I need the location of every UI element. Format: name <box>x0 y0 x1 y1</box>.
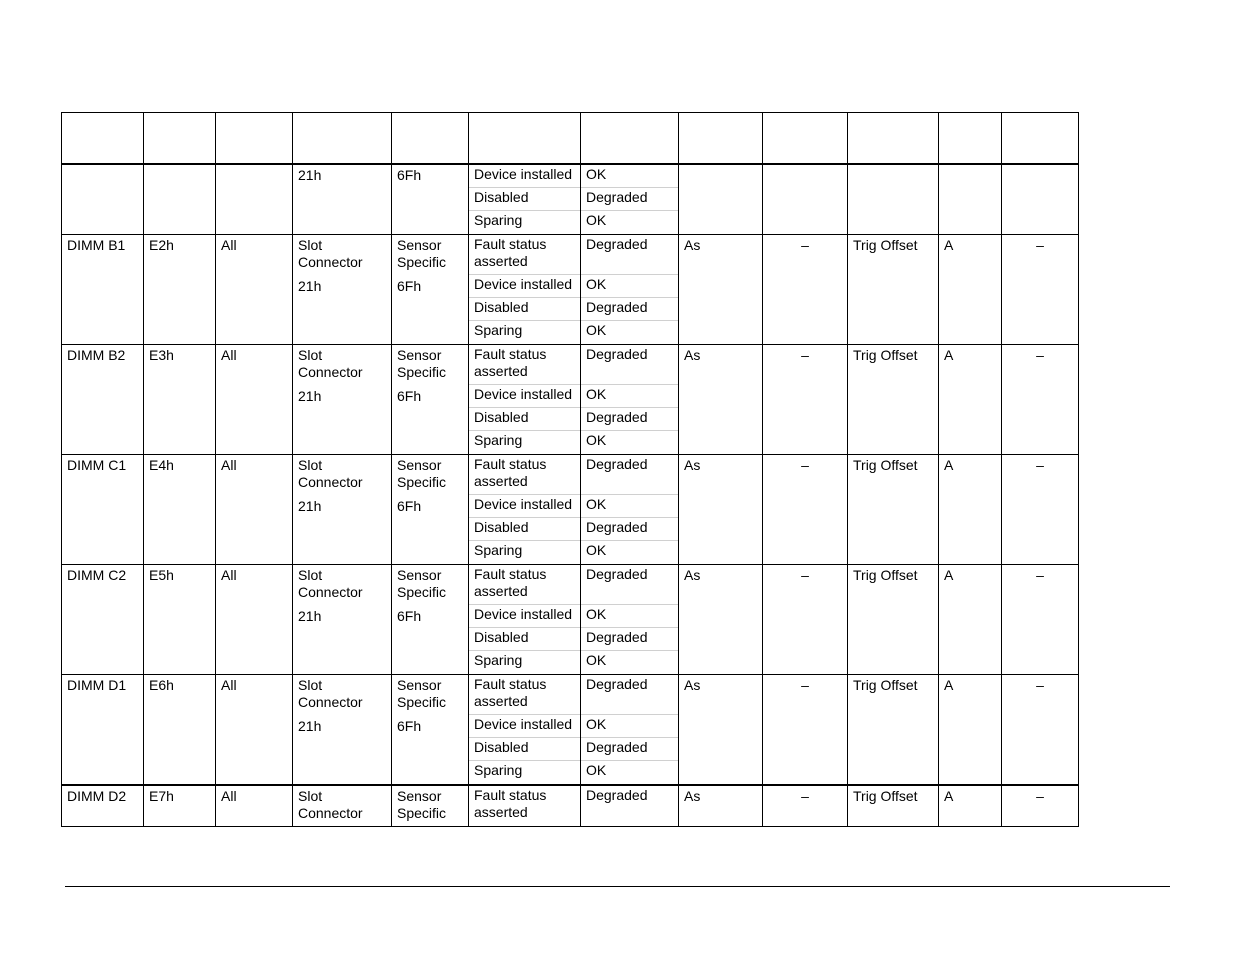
rearm-cell-content <box>679 455 762 474</box>
event-reading-type: Sensor Specific <box>397 347 447 380</box>
event-offset: Fault status asserted <box>469 455 580 495</box>
table-row <box>62 235 1079 345</box>
sensor-status: Degraded <box>581 518 678 541</box>
sensor-status: Degraded <box>581 345 678 385</box>
event-offset: Sparing <box>474 652 523 668</box>
event-reading-type-cell <box>392 785 469 827</box>
sensor-type: Slot Connector <box>298 567 363 600</box>
event-offset-cell <box>469 455 581 565</box>
sensor-status: OK <box>586 652 607 668</box>
platform-cell-content <box>216 675 292 694</box>
empty-cell <box>62 164 144 235</box>
event-reading-type-cell <box>392 675 469 786</box>
footer-rule <box>65 886 1170 887</box>
sensor-status: Degraded <box>586 787 648 803</box>
last-cell <box>1002 785 1079 827</box>
platform-cell-content <box>216 455 292 474</box>
sensor-name-cell <box>62 345 144 455</box>
sensor-number-cell <box>144 455 216 565</box>
sensor-table <box>61 112 1079 827</box>
status-cell <box>581 164 679 235</box>
platform-cell <box>216 345 293 455</box>
standby-cell-content <box>763 675 847 694</box>
event-offset: Disabled <box>469 738 580 761</box>
sensor-number-cell <box>144 565 216 675</box>
rearm: As <box>684 457 701 473</box>
sensor-type: Slot Connector <box>298 457 363 490</box>
event-offset-cell <box>469 235 581 345</box>
readable-value-cell <box>848 235 939 345</box>
platform-cell-content <box>216 786 292 805</box>
platform-cell <box>216 565 293 675</box>
rearm-cell-content <box>679 675 762 694</box>
sensor-number: E2h <box>149 237 174 253</box>
last-cell <box>1002 345 1079 455</box>
standby: – <box>801 788 809 804</box>
event-offset: Disabled <box>469 188 580 211</box>
rearm: As <box>684 347 701 363</box>
event-data-cell <box>939 235 1002 345</box>
header-cell <box>293 113 392 165</box>
header-cell <box>392 113 469 165</box>
sensor-name-cell-content <box>62 675 143 694</box>
sensor-number: E3h <box>149 347 174 363</box>
event-data-cell-content <box>939 565 1001 584</box>
standby-cell <box>763 455 848 565</box>
header-cell <box>469 113 581 165</box>
event-offset-cell <box>469 164 581 235</box>
sensor-type-content <box>293 165 391 184</box>
sensor-number-cell-content <box>144 455 215 474</box>
table-row <box>62 455 1079 565</box>
event-offset: Sparing <box>474 212 523 228</box>
sensor-number-cell <box>144 235 216 345</box>
standby-cell-content <box>763 786 847 805</box>
last-cell-content <box>1002 345 1078 364</box>
table-row <box>62 164 1079 235</box>
empty-cell <box>763 164 848 235</box>
sensor-name-cell <box>62 235 144 345</box>
event-data-cell <box>939 565 1002 675</box>
standby-cell <box>763 675 848 786</box>
event-reading-code: 6Fh <box>397 498 422 514</box>
sensor-number-cell <box>144 785 216 827</box>
readable-value: Trig Offset <box>853 237 918 253</box>
event-offset: Device installed <box>469 165 580 188</box>
readable-value-cell <box>848 565 939 675</box>
event-reading-content <box>392 675 468 735</box>
empty-cell <box>1002 164 1079 235</box>
event-reading-type: Sensor Specific <box>397 237 447 270</box>
status-cell <box>581 565 679 675</box>
event-offset-cell <box>469 675 581 786</box>
sensor-status: OK <box>586 542 607 558</box>
event-offset: Disabled <box>469 298 580 321</box>
header-cell <box>763 113 848 165</box>
header-cell <box>62 113 144 165</box>
sensor-status: Degraded <box>581 455 678 495</box>
rearm-cell <box>679 345 763 455</box>
event-offset: Disabled <box>469 518 580 541</box>
readable-value: Trig Offset <box>853 788 918 804</box>
sensor-number-cell-content <box>144 675 215 694</box>
event-reading-code: 6Fh <box>397 167 422 183</box>
event-data: A <box>944 457 954 473</box>
last-cell <box>1002 235 1079 345</box>
event-data: A <box>944 567 954 583</box>
event-reading-type: Sensor Specific <box>397 788 447 821</box>
readable-value-cell-content <box>848 455 938 474</box>
sensor-type-cell <box>293 455 392 565</box>
event-reading-content <box>392 165 468 184</box>
event-offset: Sparing <box>474 322 523 338</box>
rearm-cell-content <box>679 235 762 254</box>
sensor-type-cell <box>293 675 392 786</box>
platform-cell-content <box>216 345 292 364</box>
event-reading-type-cell <box>392 455 469 565</box>
header-cell <box>679 113 763 165</box>
rearm-cell <box>679 565 763 675</box>
event-reading-type-cell <box>392 345 469 455</box>
status-cell <box>581 345 679 455</box>
sensor-status: Degraded <box>581 408 678 431</box>
sensor-type: Slot Connector <box>298 677 363 710</box>
sensor-type-cell <box>293 565 392 675</box>
standby-cell <box>763 345 848 455</box>
platform-cell-content <box>216 565 292 584</box>
readable-value-cell-content <box>848 786 938 805</box>
last-cell <box>1002 455 1079 565</box>
header-cell <box>1002 113 1079 165</box>
last-value: – <box>1036 567 1044 583</box>
table-row <box>62 785 1079 827</box>
sensor-status: OK <box>581 495 678 518</box>
event-reading-type: Sensor Specific <box>397 457 447 490</box>
sensor-number-cell <box>144 345 216 455</box>
standby: – <box>801 347 809 363</box>
event-reading-type-cell <box>392 235 469 345</box>
last-cell-content <box>1002 565 1078 584</box>
readable-value: Trig Offset <box>853 347 918 363</box>
header-row <box>62 113 1079 165</box>
readable-value: Trig Offset <box>853 457 918 473</box>
event-data-cell-content <box>939 345 1001 364</box>
table-row <box>62 675 1079 786</box>
sensor-name-cell <box>62 675 144 786</box>
standby-cell-content <box>763 235 847 254</box>
rearm-cell-content <box>679 565 762 584</box>
standby-cell <box>763 565 848 675</box>
sensor-status: Degraded <box>581 675 678 715</box>
readable-value-cell-content <box>848 565 938 584</box>
readable-value-cell <box>848 455 939 565</box>
sensor-status: OK <box>586 212 607 228</box>
sensor-name-cell-content <box>62 786 143 805</box>
sensor-status: Degraded <box>581 235 678 275</box>
event-data-cell <box>939 345 1002 455</box>
standby-cell-content <box>763 455 847 474</box>
event-offset: Device installed <box>469 495 580 518</box>
last-cell-content <box>1002 675 1078 694</box>
platform: All <box>221 567 237 583</box>
sensor-status: Degraded <box>581 188 678 211</box>
standby: – <box>801 677 809 693</box>
platform-cell <box>216 235 293 345</box>
event-reading-content <box>392 235 468 295</box>
sensor-type-cell <box>293 345 392 455</box>
sensor-status: Degraded <box>581 738 678 761</box>
sensor-name-cell-content <box>62 455 143 474</box>
readable-value-cell-content <box>848 345 938 364</box>
sensor-status: OK <box>586 322 607 338</box>
status-cell <box>581 235 679 345</box>
sensor-number: E4h <box>149 457 174 473</box>
event-data-cell <box>939 785 1002 827</box>
sensor-name-cell <box>62 565 144 675</box>
event-reading-type: Sensor Specific <box>397 567 447 600</box>
platform: All <box>221 347 237 363</box>
sensor-type-content <box>293 565 391 625</box>
sensor-name: DIMM C1 <box>67 457 127 473</box>
standby-cell <box>763 785 848 827</box>
event-data: A <box>944 237 954 253</box>
event-data: A <box>944 677 954 693</box>
sensor-status: Degraded <box>581 565 678 605</box>
rearm: As <box>684 788 701 804</box>
sensor-name-cell <box>62 785 144 827</box>
event-offset: Disabled <box>469 628 580 651</box>
platform-cell-content <box>216 235 292 254</box>
event-offset-cell <box>469 565 581 675</box>
header-cell <box>581 113 679 165</box>
event-offset: Disabled <box>469 408 580 431</box>
sensor-type-content <box>293 235 391 295</box>
event-reading-content <box>392 786 468 826</box>
sensor-type-content <box>293 345 391 405</box>
standby: – <box>801 457 809 473</box>
last-value: – <box>1036 788 1044 804</box>
sensor-name-cell-content <box>62 235 143 254</box>
event-offset: Device installed <box>469 715 580 738</box>
platform-cell <box>216 455 293 565</box>
table-body <box>62 113 1079 827</box>
event-offset: Fault status asserted <box>469 565 580 605</box>
event-reading-code: 6Fh <box>397 608 422 624</box>
last-cell-content <box>1002 786 1078 805</box>
sensor-name: DIMM D1 <box>67 677 127 693</box>
event-data-cell <box>939 675 1002 786</box>
sensor-type-code: 21h <box>298 278 322 294</box>
event-data: A <box>944 347 954 363</box>
last-value: – <box>1036 237 1044 253</box>
event-offset-cell <box>469 345 581 455</box>
readable-value: Trig Offset <box>853 567 918 583</box>
event-offset: Sparing <box>474 432 523 448</box>
status-cell <box>581 675 679 786</box>
sensor-number: E6h <box>149 677 174 693</box>
sensor-name: DIMM C2 <box>67 567 127 583</box>
event-offset: Device installed <box>469 275 580 298</box>
header-cell <box>848 113 939 165</box>
empty-cell <box>848 164 939 235</box>
sensor-number-cell-content <box>144 345 215 364</box>
header-cell <box>144 113 216 165</box>
rearm: As <box>684 567 701 583</box>
rearm: As <box>684 677 701 693</box>
rearm-cell <box>679 235 763 345</box>
last-value: – <box>1036 347 1044 363</box>
sensor-number: E5h <box>149 567 174 583</box>
last-value: – <box>1036 457 1044 473</box>
event-offset: Device installed <box>469 385 580 408</box>
event-data-cell <box>939 455 1002 565</box>
empty-cell <box>144 164 216 235</box>
readable-value-cell-content <box>848 235 938 254</box>
sensor-number-cell-content <box>144 786 215 805</box>
sensor-status: OK <box>586 432 607 448</box>
last-cell-content <box>1002 455 1078 474</box>
sensor-name-cell-content <box>62 345 143 364</box>
last-cell <box>1002 565 1079 675</box>
event-reading-content <box>392 345 468 405</box>
sensor-status: OK <box>581 605 678 628</box>
last-cell-content <box>1002 235 1078 254</box>
standby: – <box>801 567 809 583</box>
sensor-status: OK <box>581 165 678 188</box>
sensor-type: Slot Connector <box>298 237 363 270</box>
event-reading-type-cell <box>392 164 469 235</box>
sensor-name-cell <box>62 455 144 565</box>
standby-cell <box>763 235 848 345</box>
event-offset: Sparing <box>474 762 523 778</box>
platform: All <box>221 457 237 473</box>
event-reading-content <box>392 455 468 515</box>
sensor-status: OK <box>581 715 678 738</box>
sensor-type-code: 21h <box>298 498 322 514</box>
sensor-type-code: 21h <box>298 167 322 183</box>
event-data: A <box>944 788 954 804</box>
readable-value-cell <box>848 785 939 827</box>
sensor-number: E7h <box>149 788 174 804</box>
sensor-name: DIMM B2 <box>67 347 126 363</box>
sensor-status: OK <box>581 275 678 298</box>
empty-cell <box>939 164 1002 235</box>
event-offset: Fault status asserted <box>469 235 580 275</box>
sensor-status: OK <box>586 762 607 778</box>
platform: All <box>221 677 237 693</box>
empty-cell <box>679 164 763 235</box>
sensor-type: Slot Connector <box>298 347 363 380</box>
platform: All <box>221 237 237 253</box>
sensor-type-content <box>293 786 391 826</box>
event-data-cell-content <box>939 675 1001 694</box>
event-reading-content <box>392 565 468 625</box>
sensor-type: Slot Connector <box>298 788 363 821</box>
event-offset: Fault status asserted <box>469 345 580 385</box>
sensor-number-cell-content <box>144 235 215 254</box>
rearm-cell-content <box>679 345 762 364</box>
platform-cell <box>216 675 293 786</box>
status-cell <box>581 455 679 565</box>
table-row <box>62 565 1079 675</box>
event-data-cell-content <box>939 786 1001 805</box>
sensor-type-cell <box>293 235 392 345</box>
standby-cell-content <box>763 565 847 584</box>
event-offset: Device installed <box>469 605 580 628</box>
event-offset-cell <box>469 785 581 827</box>
sensor-number-cell <box>144 675 216 786</box>
sensor-type-code: 21h <box>298 718 322 734</box>
rearm: As <box>684 237 701 253</box>
header-cell <box>216 113 293 165</box>
event-data-cell-content <box>939 235 1001 254</box>
readable-value-cell <box>848 675 939 786</box>
event-reading-code: 6Fh <box>397 718 422 734</box>
event-reading-code: 6Fh <box>397 278 422 294</box>
sensor-status: Degraded <box>581 628 678 651</box>
event-reading-code: 6Fh <box>397 388 422 404</box>
readable-value-cell-content <box>848 675 938 694</box>
event-data-cell-content <box>939 455 1001 474</box>
sensor-type-content <box>293 675 391 735</box>
event-offset: Fault status asserted <box>469 675 580 715</box>
table-row <box>62 345 1079 455</box>
sensor-type-content <box>293 455 391 515</box>
sensor-type-code: 21h <box>298 388 322 404</box>
standby-cell-content <box>763 345 847 364</box>
readable-value: Trig Offset <box>853 677 918 693</box>
sensor-type-cell <box>293 164 392 235</box>
sensor-name-cell-content <box>62 565 143 584</box>
rearm-cell <box>679 675 763 786</box>
sensor-name: DIMM D2 <box>67 788 127 804</box>
sensor-name: DIMM B1 <box>67 237 126 253</box>
status-cell <box>581 785 679 827</box>
platform: All <box>221 788 237 804</box>
event-offset: Fault status asserted <box>474 787 547 820</box>
sensor-type-cell <box>293 785 392 827</box>
empty-cell <box>216 164 293 235</box>
event-reading-type-cell <box>392 565 469 675</box>
last-cell <box>1002 675 1079 786</box>
rearm-cell-content <box>679 786 762 805</box>
rearm-cell <box>679 455 763 565</box>
sensor-status: Degraded <box>581 298 678 321</box>
event-offset: Sparing <box>474 542 523 558</box>
standby: – <box>801 237 809 253</box>
event-reading-type: Sensor Specific <box>397 677 447 710</box>
header-cell <box>939 113 1002 165</box>
readable-value-cell <box>848 345 939 455</box>
sensor-status: OK <box>581 385 678 408</box>
last-value: – <box>1036 677 1044 693</box>
rearm-cell <box>679 785 763 827</box>
sensor-type-code: 21h <box>298 608 322 624</box>
sensor-number-cell-content <box>144 565 215 584</box>
platform-cell <box>216 785 293 827</box>
